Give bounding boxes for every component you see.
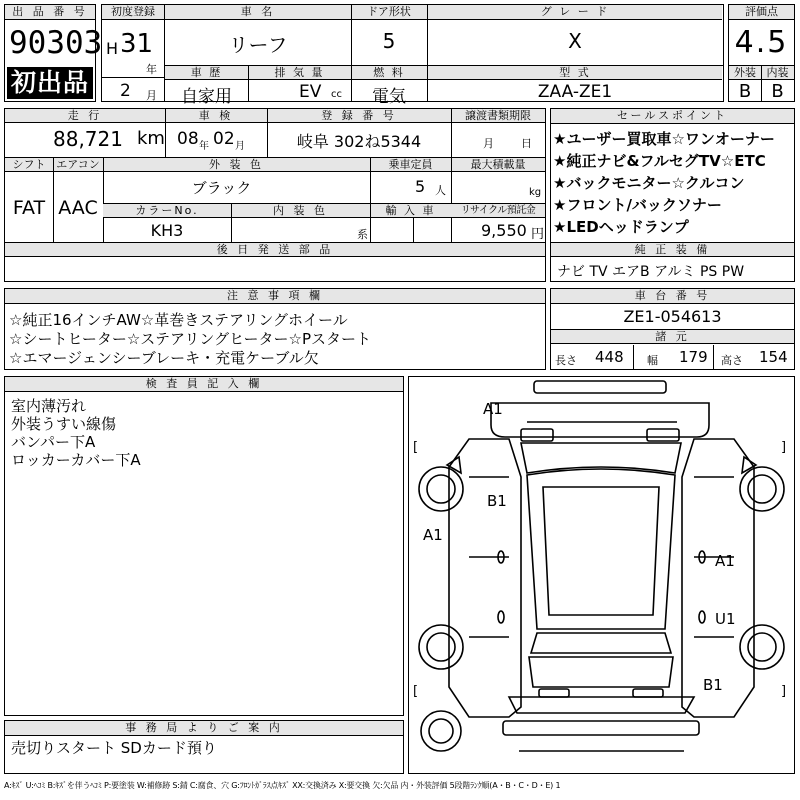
recycle-value: 9,550 [481,221,527,240]
color-no-value: KH3 [150,221,184,240]
damage-mark-left-door: A1 [423,526,443,544]
chassis-label: 車 台 番 号 [551,289,794,304]
first-listing-badge: 初出品 [7,67,93,99]
caution-line-2: ☆シートヒーター☆ステアリングヒーター☆Pスタート [9,330,371,348]
sales-points-box [550,108,795,282]
capacity-value: 5 [415,177,426,196]
first-reg-era: H [106,39,119,58]
int-color-unit: 系 [357,228,368,241]
displacement-unit: cc [331,89,342,100]
length-value: 448 [595,348,624,366]
shift-value: FAT [12,197,46,219]
score-value: 4.5 [734,25,789,60]
office-value: 売切りスタート SDカード預り [11,739,217,757]
fuel-label: 燃 料 [373,66,405,79]
score-box [728,4,795,102]
mileage-label: 走 行 [67,109,103,122]
damage-mark-rear: B1 [703,676,723,694]
recycle-label: リサイクル預託金 [460,205,536,216]
inspector-line-4: ロッカーカバー下A [11,451,141,469]
ext-color-label: 外 装 色 [209,158,264,171]
sales-point-5: ★LEDヘッドランプ [553,218,689,236]
damage-diagram [408,376,795,774]
doors-value: 5 [382,29,396,53]
sales-points-label: セールスポイント [551,109,794,124]
damage-mark-left-front: B1 [487,492,507,510]
max-load-label: 最大積載量 [470,158,526,171]
ext-score-label: 外装 [734,66,756,79]
displacement-value: EV [299,82,322,102]
office-label: 事 務 局 よ り ご 案 内 [5,721,403,736]
shift-label: シフト [12,158,46,171]
car-name-label: 車 名 [240,5,276,18]
dims-label: 諸 元 [655,330,690,343]
bracket-right-bottom: ] [781,684,787,699]
int-score-label: 内装 [766,66,789,79]
inspector-box [4,376,404,716]
bracket-left-top: [ [413,440,419,455]
first-reg-year: 31 [120,29,154,59]
registration-label: 登 録 番 号 [321,109,397,122]
lot-number: 90303 [9,25,103,61]
model-value: ZAA-ZE1 [537,82,613,102]
score-label: 評価点 [729,5,794,20]
lot-label: 出 品 番 号 [5,5,95,20]
sales-point-2: ★純正ナビ&フルセグTV☆ETC [553,152,766,170]
first-reg-month-unit: 月 [146,89,157,102]
sales-point-4: ★フロント/バックソナー [553,196,722,214]
inspector-line-3: バンパー下A [11,433,96,451]
office-box [4,720,404,774]
ext-score-value: B [738,81,752,102]
doors-label: ドア形状 [367,5,411,18]
transfer-month-unit: 月 [483,137,494,150]
inspection-month-unit: 月 [235,141,245,152]
height-label: 高さ [721,354,743,367]
ext-color-value: ブラック [191,179,252,197]
transfer-day-unit: 日 [521,137,532,150]
first-reg-month: 2 [120,81,131,101]
lot-box [4,4,103,102]
recycle-unit: 円 [531,227,545,242]
mileage-value: 88,721 [53,127,123,151]
aircon-label: エアコン [56,158,100,171]
width-label: 幅 [647,354,658,367]
inspector-line-2: 外装うすい線傷 [11,415,117,433]
bracket-left-bottom: [ [413,684,419,699]
damage-mark-right-rear: U1 [715,610,736,628]
model-label: 型 式 [559,66,591,79]
inspector-label: 検 査 員 記 入 欄 [5,377,403,392]
later-parts-label: 後 日 発 送 部 品 [216,243,334,256]
fuel-value: 電気 [372,87,406,107]
inspection-month: 02 [213,129,235,149]
import-label: 輸 入 車 [385,204,436,217]
grade-label: グ レ ー ド [540,5,610,18]
equipment-value: ナビ TV エアB アルミ PS PW [557,264,745,280]
legend-text: A:ｷｽﾞ U:ﾍｺﾐ B:ｷｽﾞを伴うﾍｺﾐ P:要塗装 W:補修跡 S:錆 C:腐食、穴 G:ﾌﾛﾝﾄｶﾞﾗｽ点ｷｽﾞ XX:交換済み X:要交換 欠:欠品 内・外装評価 5段階ﾗﾝｸ順(A・B・C・D・E) 1 [4,781,561,790]
sales-point-3: ★バックモニター☆クルコン [553,174,745,192]
displacement-label: 排 気 量 [274,66,325,79]
length-label: 長さ [555,354,577,367]
first-reg-box [101,4,165,102]
history-value: 自家用 [181,87,232,107]
caution-line-3: ☆エマージェンシーブレーキ・充電ケーブル欠 [9,349,319,367]
car-info-block [165,4,724,107]
capacity-label: 乗車定員 [388,158,433,171]
vehicle-detail-block [4,108,546,282]
mileage-unit: km [137,128,165,149]
car-outline-diagram [409,377,794,773]
int-score-value: B [771,81,784,102]
int-color-label: 内 装 色 [273,204,328,217]
bracket-right-top: ] [781,440,787,455]
car-name-value: リーフ [228,33,288,57]
registration-value: 岐阜 302ね5344 [296,132,422,151]
aircon-value: AAC [58,197,98,219]
capacity-unit: 人 [435,184,446,197]
chassis-box [550,288,795,370]
inspection-year-unit: 年 [199,141,209,152]
damage-mark-right-door: A1 [715,552,735,570]
first-reg-label: 初度登録 [102,5,164,20]
height-value: 154 [759,348,788,366]
history-label: 車 歴 [190,66,223,79]
inspection-label: 車 検 [198,109,234,122]
sales-point-1: ★ユーザー買取車☆ワンオーナー [553,130,775,148]
chassis-value: ZE1-054613 [623,307,722,326]
cautions-label: 注 意 事 項 欄 [5,289,545,304]
transfer-label: 譲渡書類期限 [465,109,531,122]
grade-value: X [568,29,582,53]
first-reg-year-unit: 年 [146,63,157,76]
max-load-unit: kg [529,187,542,198]
inspection-year: 08 [177,129,199,149]
equipment-label: 純 正 装 備 [634,243,711,256]
color-no-label: カラーNo. [135,204,199,217]
damage-mark-hood: A1 [483,400,503,418]
width-value: 179 [679,348,708,366]
cautions-box [4,288,546,370]
caution-line-1: ☆純正16インチAW☆革巻きステアリングホイール [9,311,348,329]
inspector-line-1: 室内薄汚れ [11,397,87,415]
